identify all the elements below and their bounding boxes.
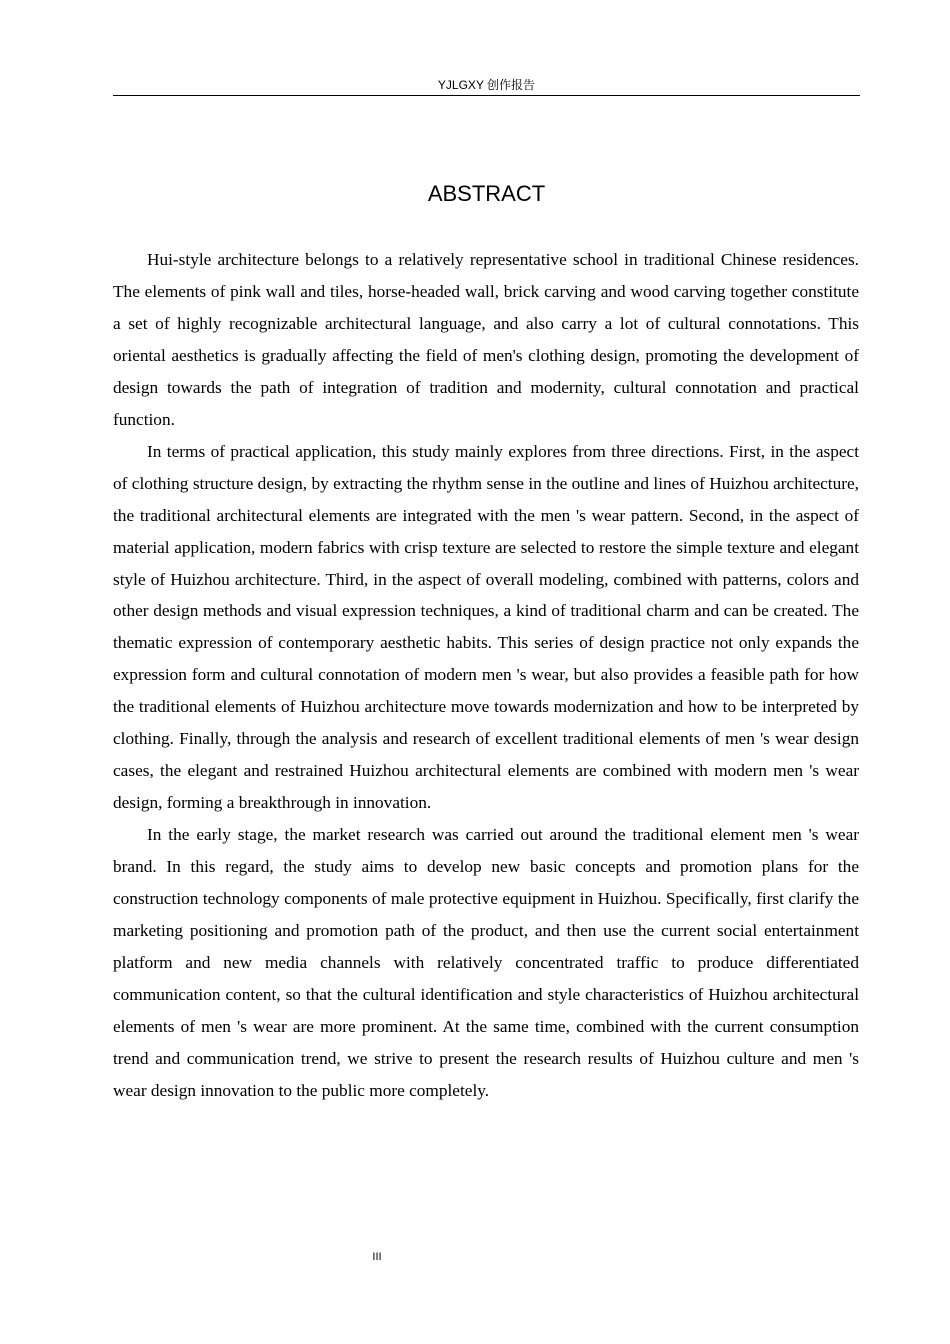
header-text: YJLGXY 创作报告 <box>437 78 536 92</box>
abstract-paragraph-2: In terms of practical application, this study mainly explores from three directions. First, in the aspect of clothing structure design, by extracting the rhythm sense in the outline and lines of Huizhou architecture, the traditional architectural elements are integrated with the men 's wear pattern. Second, in the aspect of material application, modern fabrics with crisp texture are selected to restore the simple texture and elegant style of Huizhou architecture. Third, in the aspect of overall modeling, combined with patterns, colors and other design methods and visual expression techniques, a kind of traditional charm and can be created. The thematic expression of contemporary aesthetic habits. This series of design practice not only expands the expression form and cultural connotation of modern men 's wear, but also provides a feasible path for how the traditional elements of Huizhou architecture move towards modernization and how to be interpreted by clothing. Finally, through the analysis and research of excellent traditional elements of men 's wear design cases, the elegant and restrained Huizhou architectural elements are combined with modern men 's wear design, forming a breakthrough in innovation. <box>113 441 859 813</box>
abstract-paragraph-1: Hui-style architecture belongs to a relatively representative school in traditional Chinese residences. The elements of pink wall and tiles, horse-headed wall, brick carving and wood carving together constitute a set of highly recognizable architectural language, and also carry a lot of cultural connotations. This oriental aesthetics is gradually affecting the field of men's clothing design, promoting the development of design towards the path of integration of tradition and modernity, cultural connotation and practical function. <box>113 250 859 429</box>
page-header <box>113 76 860 96</box>
abstract-title: ABSTRACT <box>427 181 546 206</box>
abstract-paragraph-3: In the early stage, the market research was carried out around the traditional element men 's wear brand. In this regard, the study aims to develop new basic concepts and promotion plans for the construction technology components of male protective equipment in Huizhou. Specifically, first clarify the marketing positioning and promotion path of the product, and then use the current social entertainment platform and new media channels with relatively concentrated traffic to produce differentiated communication content, so that the cultural identification and style characteristics of Huizhou architectural elements of men 's wear are more prominent. At the same time, combined with the current consumption trend and communication trend, we strive to present the research results of Huizhou culture and men 's wear design innovation to the public more completely. <box>113 825 859 1100</box>
page-number: III <box>372 1251 382 1263</box>
abstract-body <box>113 244 859 1107</box>
